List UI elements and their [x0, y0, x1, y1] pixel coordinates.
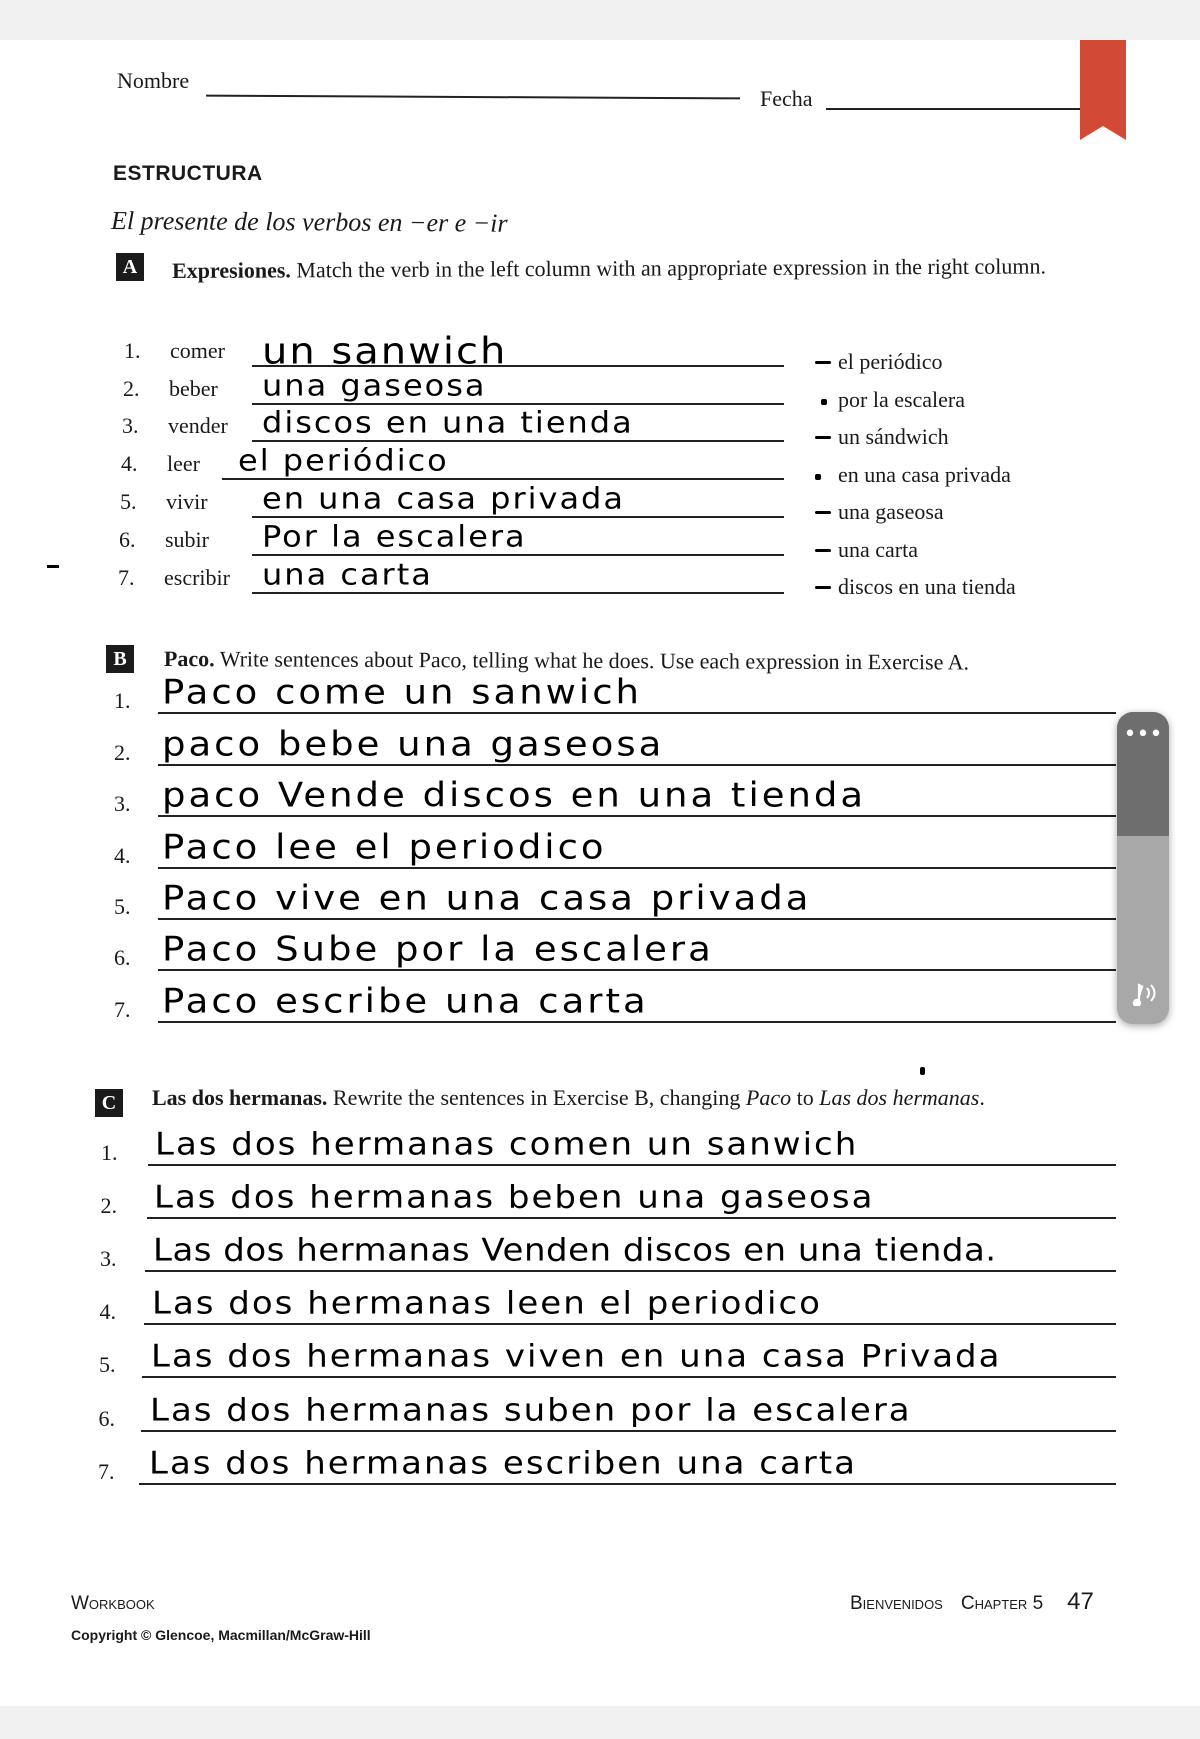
handwritten-answer: el periódico [238, 442, 449, 478]
nombre-line [206, 95, 740, 99]
item-number: 7. [118, 565, 135, 590]
footer-workbook: Workbook [71, 1593, 155, 1614]
topic-title: El presente de los verbos en −er e −ir [110, 206, 508, 238]
item-number: 2. [123, 376, 140, 401]
item-number: 1. [124, 338, 141, 363]
answer-line [145, 1270, 1116, 1272]
exercise-a-title: Expresiones. [172, 257, 291, 283]
answer-line [252, 554, 784, 556]
more-dots-icon[interactable]: ••• [1123, 722, 1163, 747]
handwritten-answer: Paco escribe una carta [162, 981, 649, 1021]
answer-line [222, 478, 784, 480]
expression-bullet [815, 511, 831, 514]
item-number: 1. [114, 688, 131, 713]
footer-chapter: Chapter 5 [960, 1593, 1044, 1614]
expression-option: una gaseosa [838, 499, 944, 524]
answer-line [148, 1164, 1116, 1166]
footer-copyright: Copyright © Glencoe, Macmillan/McGraw-Hill [71, 1627, 371, 1643]
section-heading: ESTRUCTURA [113, 162, 263, 185]
answer-line [141, 1430, 1117, 1432]
answer-line [252, 516, 784, 518]
answer-line [144, 1323, 1117, 1325]
handwritten-answer: en una casa privada [262, 480, 625, 516]
item-number: 1. [101, 1140, 118, 1165]
answer-line [139, 1483, 1116, 1485]
handwritten-answer: discos en una tienda [262, 404, 634, 440]
audio-icon[interactable] [1129, 980, 1159, 1006]
expression-option: por la escalera [838, 386, 966, 412]
answer-line [158, 969, 1116, 971]
exercise-c-badge: C [95, 1089, 123, 1117]
handwritten-answer: Paco vive en una casa privada [162, 878, 812, 918]
expression-option: el periódico [838, 349, 943, 374]
expression-option: una carta [838, 536, 918, 562]
item-number: 4. [121, 451, 138, 476]
answer-line [158, 867, 1116, 869]
verb-label: vender [168, 413, 228, 438]
workbook-page [0, 40, 1200, 1706]
exercise-c-title: Las dos hermanas. [152, 1085, 328, 1110]
item-number: 2. [114, 740, 131, 765]
handwritten-answer: paco Vende discos en una tienda [162, 775, 867, 815]
item-number: 2. [100, 1193, 117, 1218]
exercise-c-instructions [152, 1085, 1132, 1111]
item-number: 6. [119, 527, 136, 552]
handwritten-answer: Paco Sube por la escalera [162, 929, 714, 969]
item-number: 5. [114, 894, 131, 919]
exercise-a-text: Match the verb in the left column with an appropriate expression in the right column. [296, 253, 1047, 283]
handwritten-answer: paco bebe una gaseosa [162, 724, 665, 764]
verb-label: escribir [164, 565, 230, 590]
handwritten-answer: una carta [262, 556, 433, 592]
verb-label: beber [169, 376, 218, 401]
handwritten-answer: Las dos hermanas Venden discos en una tienda. [153, 1231, 997, 1269]
item-number: 5. [99, 1352, 116, 1377]
handwritten-answer: Paco come un sanwich [162, 672, 643, 712]
exercise-b-badge: B [106, 645, 134, 673]
answer-line [158, 712, 1116, 714]
fecha-label: Fecha [760, 86, 813, 111]
item-number: 7. [114, 997, 131, 1022]
expression-bullet [815, 436, 831, 439]
exercise-c-text-paco: Paco [745, 1085, 792, 1110]
expression-option: discos en una tienda [838, 574, 1016, 599]
item-number: 6. [98, 1406, 115, 1431]
handwritten-answer: Por la escalera [262, 518, 527, 554]
expression-bullet [815, 474, 821, 480]
scroll-widget[interactable] [1117, 712, 1169, 1024]
handwritten-answer: Las dos hermanas viven en una casa Privada [151, 1337, 1002, 1375]
fecha-line [826, 108, 1082, 110]
answer-line [158, 815, 1116, 817]
handwritten-answer: Las dos hermanas leen el periodico [152, 1284, 822, 1322]
answer-line [147, 1217, 1117, 1219]
answer-line [158, 918, 1116, 920]
item-number: 7. [98, 1459, 115, 1484]
answer-line [252, 440, 784, 442]
expression-bullet [815, 361, 831, 364]
answer-line [158, 1021, 1116, 1023]
item-number: 5. [120, 489, 137, 514]
expression-bullet [815, 586, 831, 589]
exercise-b-title: Paco. [163, 646, 215, 672]
exercise-a-badge: A [116, 253, 144, 281]
footer-book: Bienvenidos [850, 1593, 943, 1614]
footer-chapter-info [850, 1588, 1094, 1616]
answer-line [252, 592, 784, 594]
answer-line [158, 764, 1116, 766]
exercise-c-text-target: Las dos hermanas [819, 1085, 980, 1110]
verb-label: subir [165, 527, 209, 552]
handwritten-answer: Las dos hermanas suben por la escalera [150, 1391, 912, 1429]
expression-bullet [815, 549, 831, 552]
item-number: 6. [114, 945, 131, 970]
bookmark-tab [1080, 40, 1126, 140]
exercise-c-text-3: . [979, 1085, 985, 1110]
item-number: 3. [122, 413, 139, 438]
item-number: 4. [114, 843, 131, 868]
stray-dot [920, 1067, 925, 1075]
handwritten-answer: Las dos hermanas beben una gaseosa [154, 1178, 875, 1216]
stray-mark [47, 565, 59, 568]
expression-option: en una casa privada [838, 461, 1011, 487]
handwritten-answer: Las dos hermanas comen un sanwich [155, 1125, 859, 1163]
footer-page-number: 47 [1067, 1588, 1094, 1615]
verb-label: vivir [166, 489, 208, 514]
exercise-c-text-2: to [791, 1085, 820, 1110]
item-number: 3. [100, 1246, 117, 1271]
handwritten-answer: Paco lee el periodico [162, 827, 607, 867]
handwritten-answer: Las dos hermanas escriben una carta [149, 1444, 857, 1482]
verb-label: comer [170, 338, 225, 363]
nombre-label: Nombre [117, 68, 190, 93]
expression-option: un sándwich [838, 424, 949, 449]
exercise-c-text-1: Rewrite the sentences in Exercise B, changing [332, 1085, 746, 1110]
expression-bullet [821, 399, 827, 405]
handwritten-answer: una gaseosa [262, 367, 487, 403]
exercise-b-text: Write sentences about Paco, telling what he does. Use each expression in Exercise A. [219, 646, 970, 675]
item-number: 3. [114, 791, 131, 816]
answer-line [142, 1376, 1116, 1378]
handwritten-answer: un sanwich [262, 330, 508, 373]
item-number: 4. [99, 1299, 116, 1324]
verb-label: leer [167, 451, 200, 476]
exercise-a-instructions [172, 251, 1122, 285]
